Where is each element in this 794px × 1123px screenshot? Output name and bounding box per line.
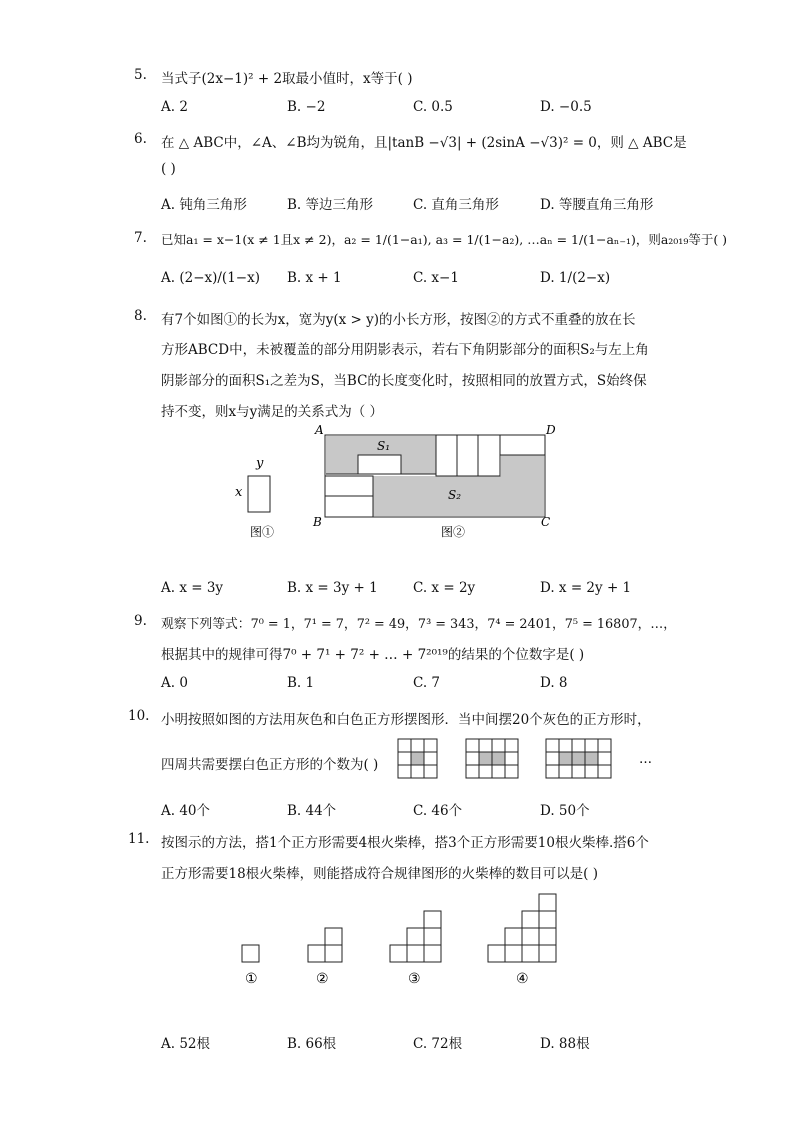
white-square [572,765,585,778]
question-10-number: 10. [128,708,150,724]
question-6-stem-line-2: ( ) [161,161,176,177]
fig1-rectangle [248,476,270,512]
matchstick-staircases [242,894,556,962]
matchstick-square [522,911,539,928]
question-11-number: 11. [128,831,150,847]
question-10-figure [396,737,676,783]
question-5-option-d: D. −0.5 [540,99,592,115]
stair-caption-1: ① [245,971,258,987]
matchstick-square [522,928,539,945]
matchstick-square [539,945,556,962]
matchstick-square [539,928,556,945]
question-7-stem: 已知a₁ = x−1(x ≠ 1且x ≠ 2)，a₂ = 1/(1−a₁), a₃ = 1/(1−a₂), …aₙ = 1/(1−aₙ₋₁)，则a₂₀₁₉等于( ) [161,232,728,247]
question-9-number: 9. [134,613,147,629]
fig2-caption: 图② [441,525,466,539]
white-square [411,739,424,752]
stair-caption-2: ② [316,971,329,987]
question-9-stem-line-2: 根据其中的规律可得7⁰ + 7¹ + 7² + … + 7²⁰¹⁹的结果的个位数字是( ) [161,647,585,663]
question-7-option-c: C. x−1 [413,270,459,286]
white-square [585,739,598,752]
question-11-option-c: C. 72根 [413,1036,463,1052]
white-square [411,765,424,778]
white-square [479,765,492,778]
question-7-option-a: A. (2−x)/(1−x) [161,270,260,286]
white-square [598,739,611,752]
white-square [505,752,518,765]
matchstick-square [325,928,342,945]
white-square [398,739,411,752]
question-7-number: 7. [134,230,147,246]
matchstick-square [424,911,441,928]
white-square [424,739,437,752]
matchstick-square [407,945,424,962]
question-11-stem-line-2: 正方形需要18根火柴棒，则能搭成符合规律图形的火柴棒的数目可以是( ) [161,866,599,882]
grid-pattern-3 [546,739,611,778]
question-8-figure [228,420,568,545]
white-square [424,765,437,778]
fig2-label-a: A [315,423,324,437]
question-8-option-d: D. x = 2y + 1 [540,580,632,596]
white-square [466,765,479,778]
gray-square [572,752,585,765]
question-9-stem-line-1: 观察下列等式：7⁰ = 1，7¹ = 7，7² = 49，7³ = 343，7⁴ = 2401，7⁵ = 16807，…， [161,617,676,632]
grid-pattern-1 [398,739,437,778]
question-9-option-a: A. 0 [161,675,188,691]
fig2-small-rect [325,496,373,517]
grid-pattern-2 [466,739,518,778]
question-10-option-d: D. 50个 [540,803,590,819]
gray-square [559,752,572,765]
question-10-stem-line-1: 小明按照如图的方法用灰色和白色正方形摆图形．当中间摆20个灰色的正方形时， [161,712,651,728]
question-11-option-b: B. 66根 [287,1036,337,1052]
white-square [559,739,572,752]
fig2-label-d: D [546,423,556,437]
gray-square [492,752,505,765]
gray-square [585,752,598,765]
white-square [546,765,559,778]
question-9-option-b: B. 1 [287,675,315,691]
white-square [398,752,411,765]
question-5-option-c: C. 0.5 [413,99,453,115]
question-6-stem-line-1: 在 △ ABC中，∠A、∠B均为锐角，且|tanB −√3| + (2sinA −√3)² = 0，则 △ ABC是 [161,135,687,151]
question-8-stem-line-1: 有7个如图①的长为x，宽为y(x > y)的小长方形，按图②的方式不重叠的放在长 [161,312,636,328]
fig2-small-rect [358,455,401,474]
stair-caption-4: ④ [516,971,529,987]
question-6-option-b: B. 等边三角形 [287,197,374,213]
question-9-option-c: C. 7 [413,675,441,691]
white-square [585,765,598,778]
matchstick-square [407,928,424,945]
question-5-option-b: B. −2 [287,99,326,115]
white-square [598,765,611,778]
question-9-option-d: D. 8 [540,675,568,691]
question-10-option-a: A. 40个 [161,803,211,819]
matchstick-square [242,945,259,962]
white-square [492,739,505,752]
white-square [492,765,505,778]
fig2-label-c: C [541,515,551,529]
fig2-label-s1: S₁ [377,439,391,453]
gray-square [479,752,492,765]
white-square [546,752,559,765]
question-10-stem-line-2: 四周共需要摆白色正方形的个数为( ) [161,757,379,773]
matchstick-square [488,945,505,962]
matchstick-square [539,894,556,911]
matchstick-square [522,945,539,962]
fig2-label-b: B [313,515,322,529]
fig1-label-x: x [235,485,243,500]
question-6-option-a: A. 钝角三角形 [161,197,247,213]
white-square [424,752,437,765]
question-11-option-a: A. 52根 [161,1036,211,1052]
question-8-option-c: C. x = 2y [413,580,476,596]
white-square [398,765,411,778]
question-11-option-d: D. 88根 [540,1036,590,1052]
pattern-ellipsis: … [639,752,652,767]
matchstick-square [325,945,342,962]
fig2-small-rect [436,435,457,476]
fig2-label-s2: S₂ [448,488,462,502]
question-11-stem-line-1: 按图示的方法，搭1个正方形需要4根火柴棒，搭3个正方形需要10根火柴棒.搭6个 [161,835,649,851]
question-8-option-a: A. x = 3y [161,580,224,596]
question-8-stem-line-2: 方形ABCD中，未被覆盖的部分用阴影表示，若右下角阴影部分的面积S₂与左上角 [161,342,649,358]
fig2-small-rect [457,435,478,476]
question-10-option-c: C. 46个 [413,803,463,819]
white-square [479,739,492,752]
question-5-stem: 当式子(2x−1)² + 2取最小值时，x等于( ) [161,71,413,87]
matchstick-square [505,928,522,945]
question-8-number: 8. [134,308,147,324]
question-7-option-b: B. x + 1 [287,270,342,286]
matchstick-square [308,945,325,962]
matchstick-square [505,945,522,962]
fig2-small-rect [478,435,500,476]
gray-square [411,752,424,765]
question-10-option-b: B. 44个 [287,803,337,819]
white-square [505,765,518,778]
white-square [546,739,559,752]
stair-caption-3: ③ [408,971,421,987]
fig2-small-rect [325,476,373,496]
question-6-option-c: C. 直角三角形 [413,197,499,213]
fig2-shade-s2-top [501,455,544,477]
question-7-option-d: D. 1/(2−x) [540,270,611,286]
question-6-number: 6. [134,131,147,147]
question-5-option-a: A. 2 [161,99,188,115]
matchstick-square [390,945,407,962]
white-square [466,752,479,765]
fig1-caption: 图① [250,525,275,539]
question-8-option-b: B. x = 3y + 1 [287,580,378,596]
question-8-stem-line-3: 阴影部分的面积S₁之差为S，当BC的长度变化时，按照相同的放置方式，S始终保 [161,373,647,389]
white-square [466,739,479,752]
white-square [572,739,585,752]
question-6-option-d: D. 等腰直角三角形 [540,197,654,213]
matchstick-square [424,928,441,945]
matchstick-square [539,911,556,928]
white-square [559,765,572,778]
question-5-number: 5. [134,67,147,83]
matchstick-square [424,945,441,962]
fig1-label-y: y [256,456,264,471]
fig2-small-rect [500,435,545,455]
white-square [598,752,611,765]
white-square [505,739,518,752]
question-11-figure [236,890,566,990]
question-8-stem-line-4: 持不变，则x与y满足的关系式为（ ） [161,404,384,420]
